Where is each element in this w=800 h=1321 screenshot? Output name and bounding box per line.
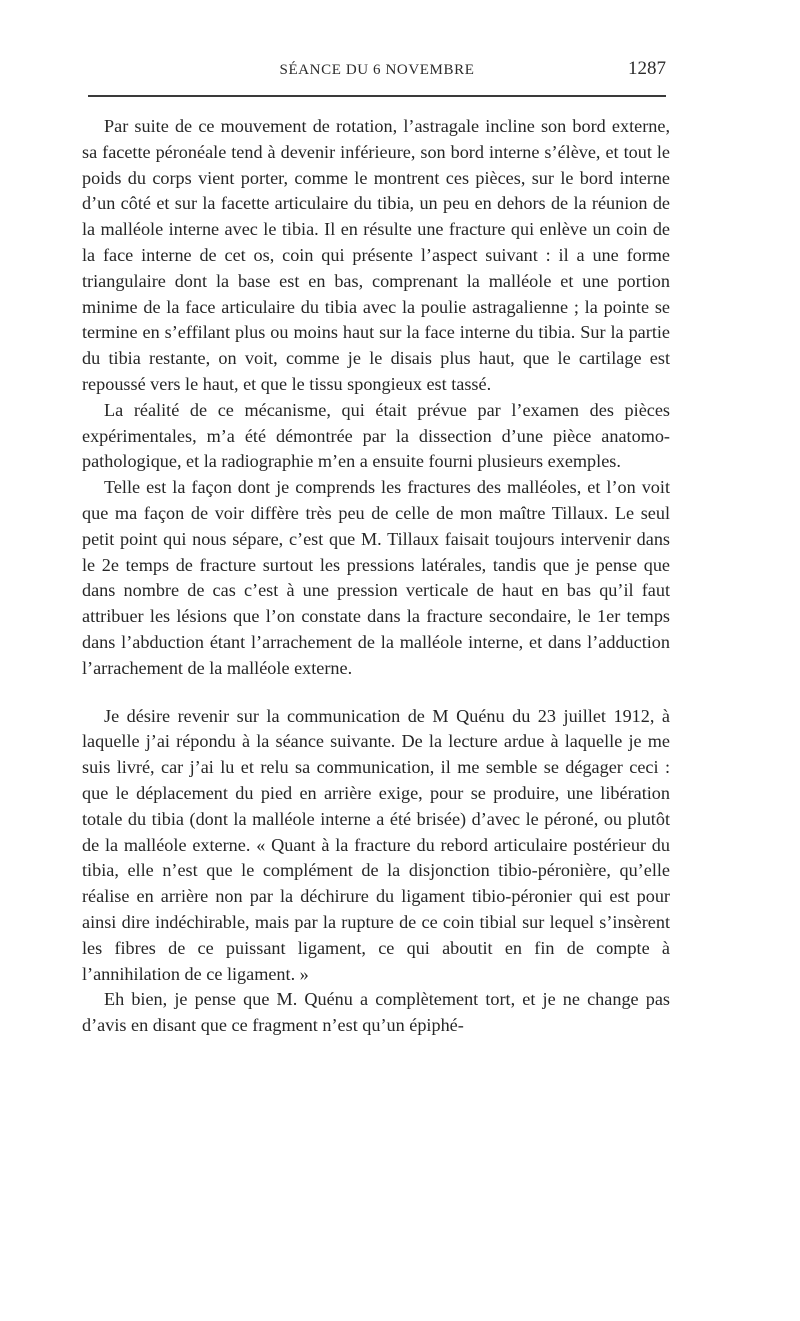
paragraph-rotation-mechanism: Par suite de ce mouvement de rotation, l’astragale incline son bord externe, sa facette péronéale tend à devenir inférieure, son bord interne s’élève, et tout le poids du corps vient porter, comme le montrent ces pièces, sur le bord interne d’un côté et sur la facette articulaire du tibia, un peu en dehors de la réunion de la malléole interne avec le tibia. Il en résulte une fracture qui enlève un coin de la face interne de cet os, coin qui présente l’aspect suivant : il a une forme triangulaire dont la base est en bas, comprenant la malléole et une portion minime de la face articulaire du tibia avec la poulie astragalienne ; la pointe se termine en s’effilant plus ou moins haut sur la face interne du tibia. Sur la partie du tibia restante, on voit, comme je le disais plus haut, que le cartilage est repoussé vers le haut, et que le tissu spongieux est tassé. (82, 116, 670, 394)
header-rule (88, 95, 666, 97)
running-head (88, 58, 666, 84)
paragraph-tillaux-comparison: Telle est la façon dont je comprends les fractures des malléoles, et l’on voit que ma façon de voir diffère très peu de celle de mon maître Tillaux. Le seul petit point qui nous sépare, c’est que M. Tillaux faisait toujours intervenir dans le 2e temps de fracture surtout les pressions latérales, tandis que je pense que dans nombre de cas c’est à une pression verticale de haut en bas qu’il faut attribuer les lésions que l’on constate dans la fracture secondaire, le 1er temps dans l’abduction étant l’arrachement de la malléole interne, et dans l’adduction l’arrachement de la malléole externe. (82, 477, 670, 678)
page-number: 1287 (628, 58, 666, 79)
paragraph-quenu-communication: Je désire revenir sur la communication de M Quénu du 23 juillet 1912, à laquelle j’ai répondu à la séance suivante. De la lecture ardue à laquelle je me suis livré, car j’ai lu et relu sa communication, il me semble se dégager ceci : que le déplacement du pied en arrière exige, pour se produire, une libération totale du tibia (dont la malléole interne a été brisée) d’avec le péroné, ou plutôt de la malléole externe. « Quant à la fracture du rebord articulaire postérieur du tibia, elle n’est que le complément de la disjonction tibio-péronière, qu’elle réalise en arrière non par la déchirure du ligament tibio-péronier qui est pour ainsi dire indéchirable, mais par la rupture de ce coin tibial sur lequel s’insèrent les fibres de ce puissant ligament, ce qui aboutit en fin de compte à l’annihilation de ce ligament. » (82, 705, 670, 984)
body-text (82, 114, 670, 1039)
paragraph-conclusion: Eh bien, je pense que M. Quénu a complètement tort, et je ne change pas d’avis en disant que ce fragment n’est qu’un épiphé- (82, 989, 670, 1036)
paragraph-mechanism-reality: La réalité de ce mécanisme, qui était prévue par l’examen des pièces expérimentales, m’a été démontrée par la dissection d’une pièce anatomo-pathologique, et la radiographie m’en a ensuite fourni plusieurs exemples. (82, 399, 670, 472)
running-title: SÉANCE DU 6 NOVEMBRE (279, 62, 475, 78)
